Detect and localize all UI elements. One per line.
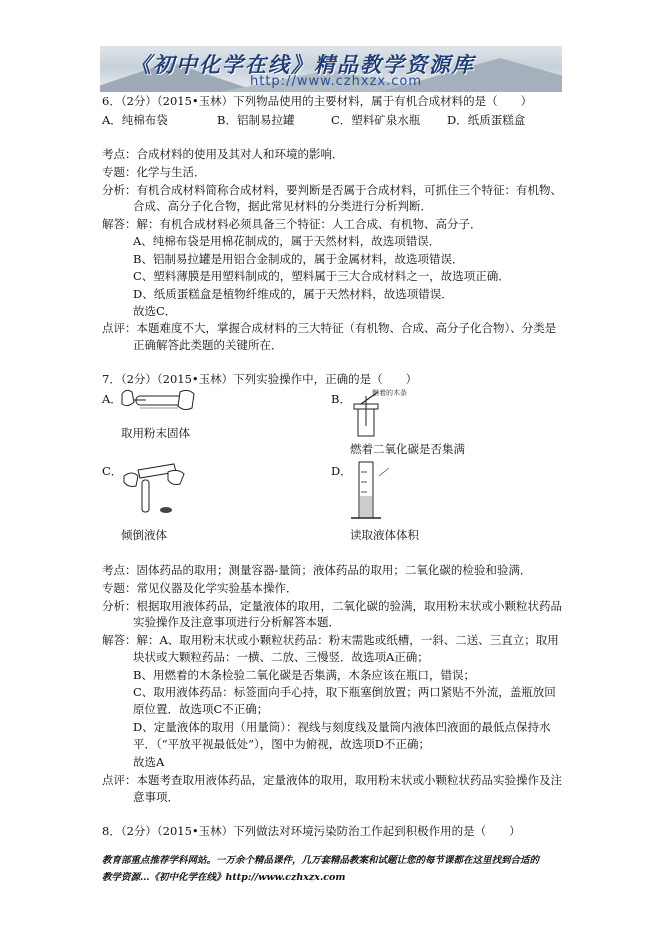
q7-caption-d: 读取液体体积 — [350, 528, 419, 542]
q6-dianping-line: 正确解答此类题的关键所在． — [133, 338, 283, 352]
q6-jieda-line: C、塑料薄膜是用塑料制成的，塑料属于三大合成材料之一，故选项正确． — [133, 269, 510, 283]
q6-fenxi-line: 分析：有机合成材料简称合成材料，要判断是否属于合成材料，可抓住三个特征：有机物、 — [102, 183, 562, 197]
q7-caption-b: 燃着二氧化碳是否集满 — [350, 442, 465, 456]
q7-label-a: A． — [102, 392, 122, 406]
q7-dianping-line: 点评：本题考查取用液体药品，定量液体的取用，取用粉末状或小颗粒状药品实验操作及注 — [102, 773, 562, 787]
banner-title: 《初中化学在线》精品教学资源库 — [130, 52, 475, 77]
q7-jieda-line: D、定量液体的取用（用量筒）：视线与刻度线及量筒内液体凹液面的最低点保持水 — [133, 720, 551, 734]
q7-zhuanti: 专题：常见仪器及化学实验基本操作． — [102, 581, 298, 595]
banner-url[interactable]: http://www.czhxzx.com — [250, 74, 422, 89]
q7-label-c: C． — [102, 464, 123, 478]
q7-dianping-line: 意事项． — [133, 790, 179, 804]
q7-kaodian: 考点：固体药品的取用；测量容器-量筒；液体药品的取用；二氧化碳的检验和验满． — [102, 563, 532, 577]
q7-caption-c: 倾倒液体 — [121, 528, 167, 542]
q7-stem: 7．（2分）（2015•玉林）下列实验操作中，正确的是（ ） — [102, 372, 418, 386]
q6-option-d: D．纸质蛋糕盒 — [447, 113, 526, 127]
footer-line: 教学资源…《初中化学在线》http://www.czhxzx.com — [102, 872, 346, 883]
figure-d-graduated-cylinder — [345, 458, 395, 526]
q6-dianping-line: 点评：本题难度不大，掌握合成材料的三大特征（有机物、合成、高分子化合物）、分类是 — [102, 321, 557, 335]
q7-jieda-line: C、取用液体药品：标签面向手心持，取下瓶塞倒放置；两口紧贴不外流，盖瓶放回 — [133, 685, 556, 699]
q6-stem: 6．（2分）（2015•玉林）下列物品使用的主要材料，属于有机合成材料的是（ ） — [102, 94, 533, 108]
q7-label-d: D． — [331, 464, 352, 478]
q6-jieda-line: D、纸质蛋糕盒是植物纤维成的，属于天然材料，故选项错误． — [133, 287, 453, 301]
footer-line: 教育部重点推荐学科网站。一万余个精品课件，几万套精品教案和试题让您的每节课都在这里找到合适的 — [102, 855, 540, 866]
q6-option-a: A．纯棉布袋 — [102, 113, 168, 127]
q6-zhuanti: 专题：化学与生活． — [102, 165, 206, 179]
q7-jieda-line: B、用燃着的木条检验二氧化碳是否集满，木条应该在瓶口，错误； — [133, 668, 475, 682]
figure-c-pouring-liquid — [118, 460, 198, 520]
q6-jieda-line: 故选C． — [133, 304, 177, 318]
q7-fenxi-line: 分析：根据取用液体药品，定量液体的取用，二氧化碳的验满，取用粉末状或小颗粒状药品 — [102, 599, 562, 613]
q6-jieda-line: B、铝制易拉罐是用铝合金制成的，属于金属材料，故选项错误． — [133, 252, 464, 266]
q7-jieda-line: 解答：解：A、取用粉末状或小颗粒状药品：粉末需匙或纸槽，一斜、二送、三直立；取用 — [102, 633, 559, 647]
q7-jieda-line: 原位置．故选项C不正确； — [133, 702, 269, 716]
q7-jieda-line: 平．（“平放平视最低处”），图中为俯视，故选项D不正确； — [133, 737, 430, 751]
q6-option-c: C．塑料矿泉水瓶 — [331, 113, 421, 127]
figure-b-co2-check — [350, 386, 430, 438]
q6-kaodian: 考点：合成材料的使用及其对人和环境的影响． — [102, 147, 344, 161]
q6-jieda-line: A、纯棉布袋是用棉花制成的，属于天然材料，故选项错误． — [133, 234, 441, 248]
q7-jieda-line: 故选A — [133, 755, 165, 769]
figure-a-powder-sampling — [118, 386, 198, 420]
q7-fenxi-line: 实验操作及注意事项进行分析解答本题． — [133, 615, 340, 629]
header-banner — [100, 46, 562, 92]
q7-label-b: B． — [331, 392, 351, 406]
q6-option-b: B．铝制易拉罐 — [217, 113, 295, 127]
figure-b-label: 燃着的木条 — [372, 389, 407, 397]
q7-jieda-line: 块状或大颗粒药品：一横、二放、三慢竖．故选项A正确； — [133, 650, 429, 664]
q8-stem: 8．（2分）（2015•玉林）下列做法对环境污染防治工作起到积极作用的是（ ） — [102, 824, 521, 838]
q6-jieda-line: 解答：解：有机合成材料必须具备三个特征：人工合成、有机物、高分子． — [102, 217, 482, 231]
q6-fenxi-line: 合成、高分子化合物，据此常见材料的分类进行分析判断． — [133, 199, 432, 213]
q7-caption-a: 取用粉末固体 — [121, 426, 190, 440]
